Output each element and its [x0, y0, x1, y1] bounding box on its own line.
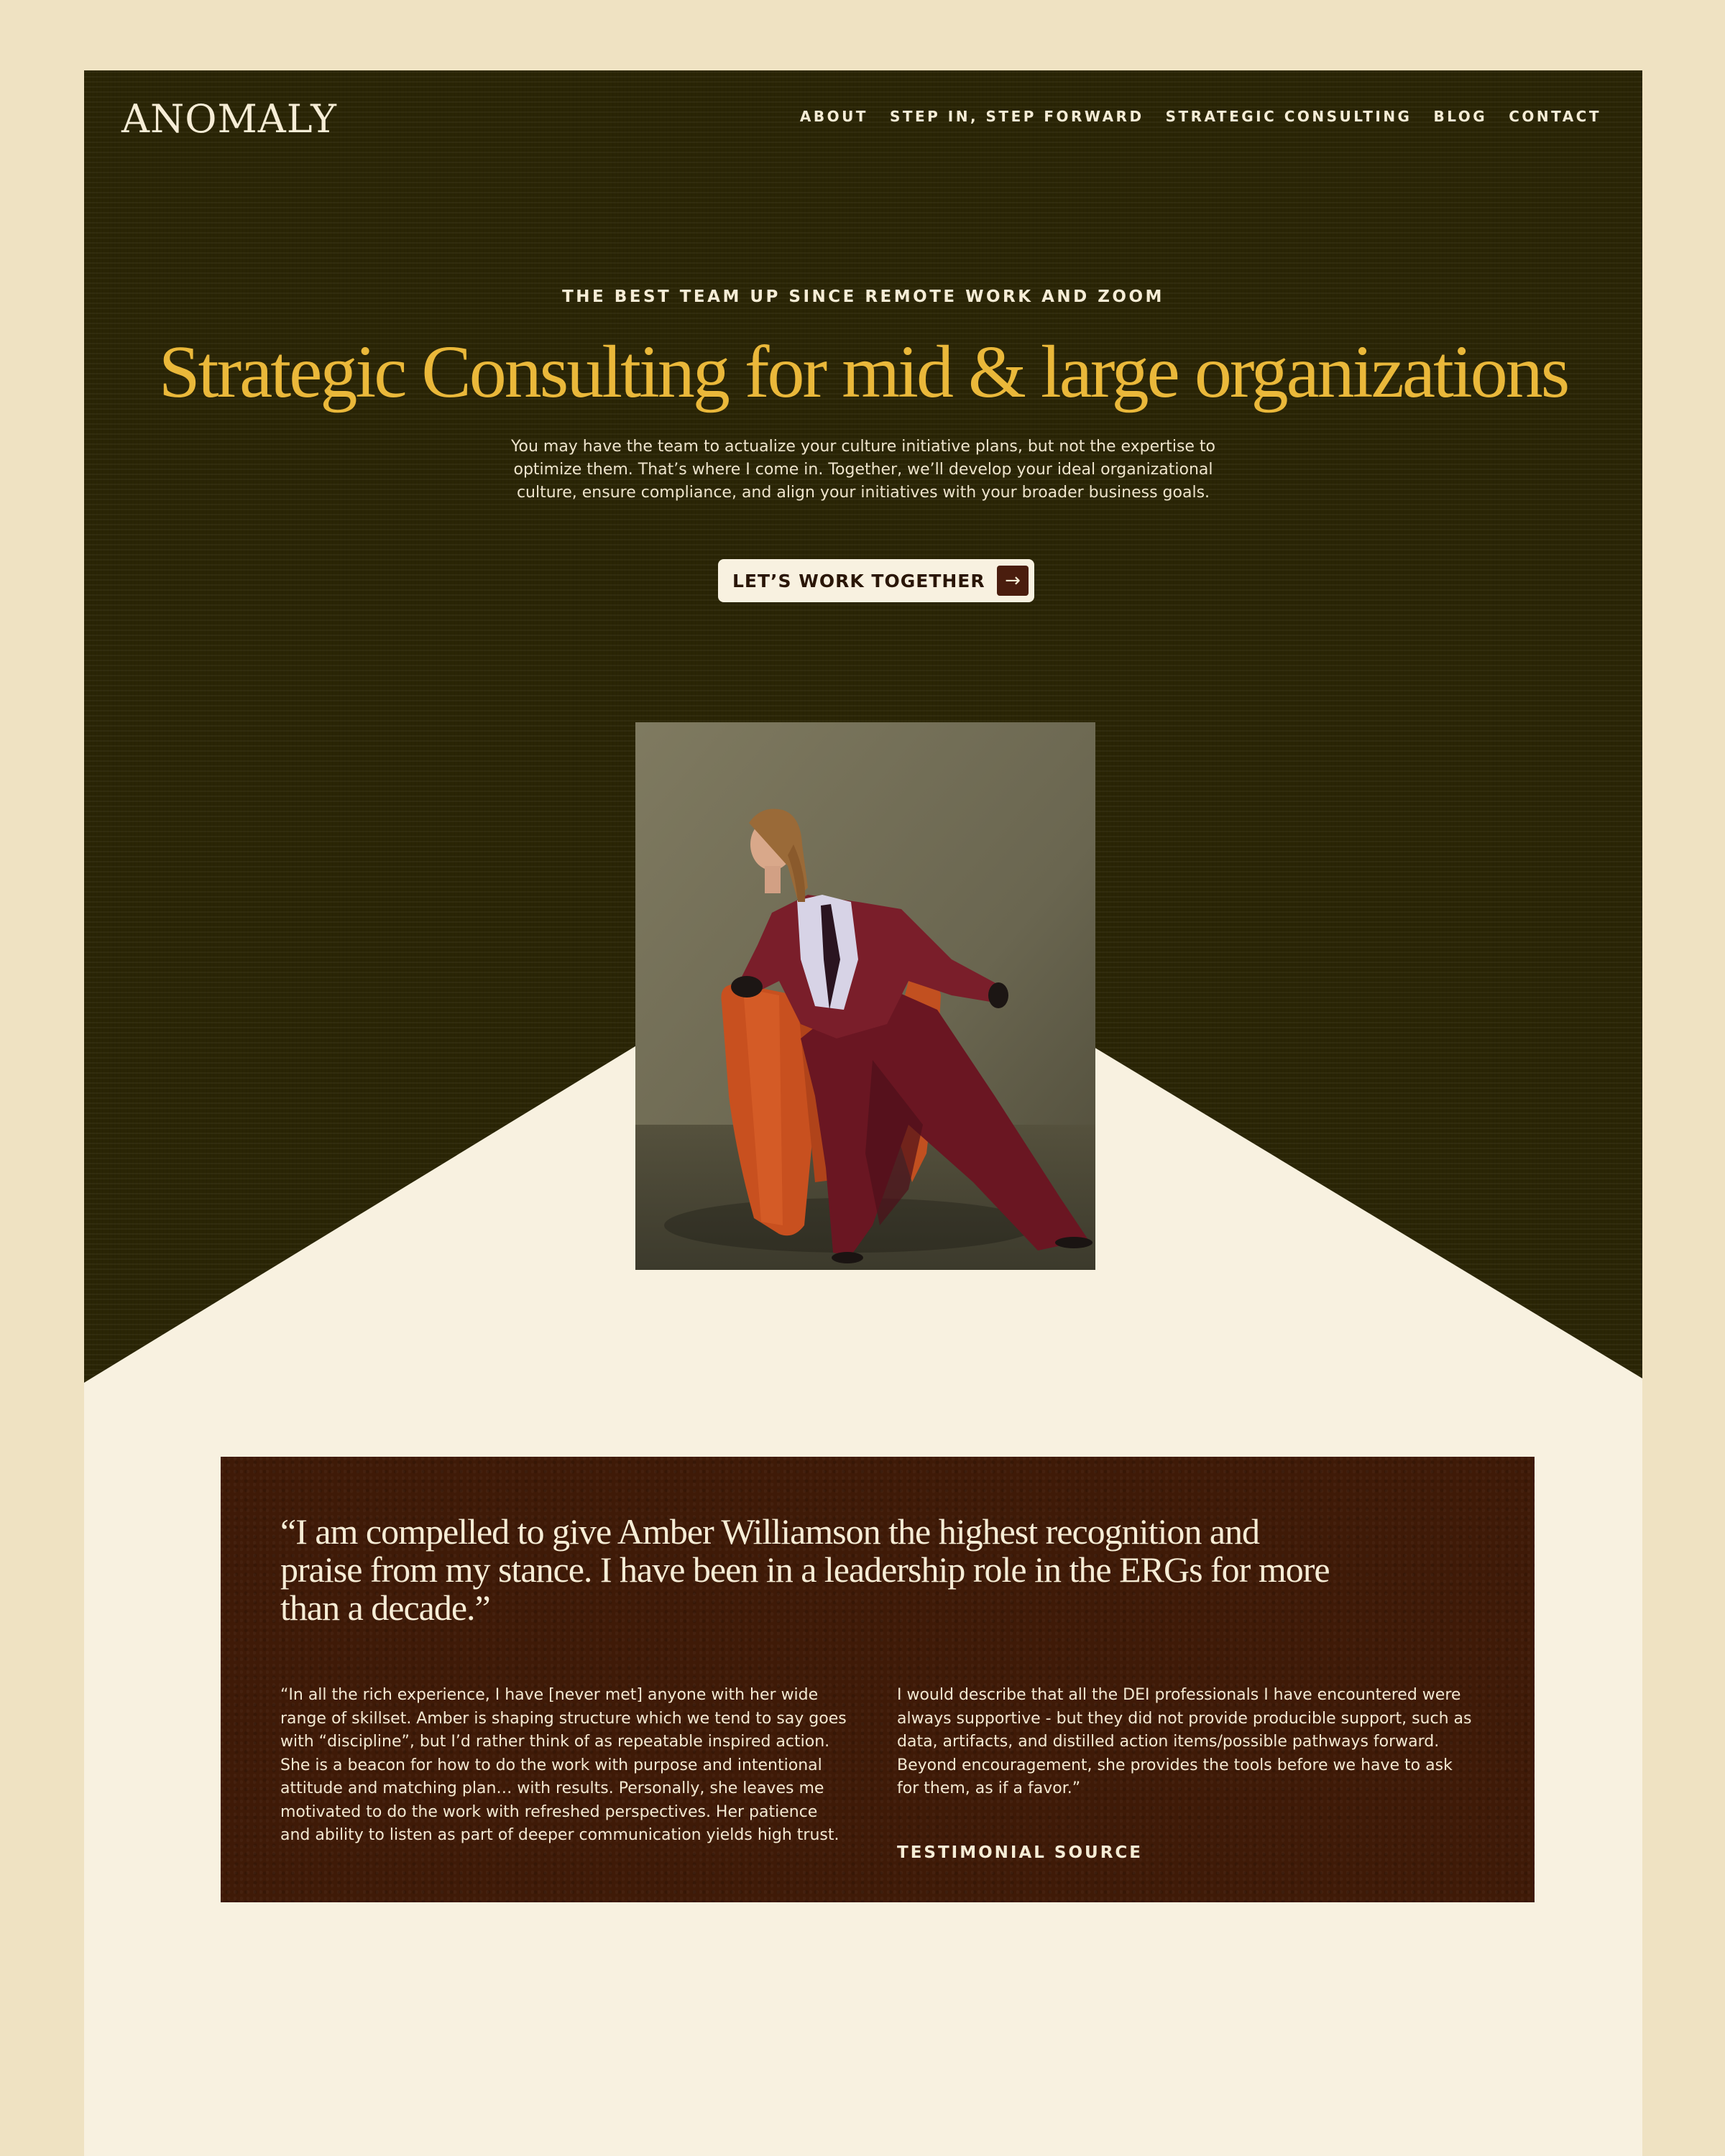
- nav-strategic-consulting[interactable]: STRATEGIC CONSULTING: [1165, 108, 1412, 125]
- logo[interactable]: ANOMALY: [121, 96, 337, 142]
- nav-about[interactable]: ABOUT: [799, 108, 868, 125]
- hero-eyebrow: THE BEST TEAM UP SINCE REMOTE WORK AND ZOOM: [562, 287, 1164, 306]
- testimonial-section: [221, 1457, 1535, 1902]
- cta-label: LET’S WORK TOGETHER: [732, 570, 985, 591]
- arrow-right-icon: →: [997, 566, 1029, 596]
- page-frame: [84, 70, 1642, 2156]
- nav-step-in-step-forward[interactable]: STEP IN, STEP FORWARD: [889, 108, 1144, 125]
- testimonial-right-quote: I would describe that all the DEI professionals I have encountered were always supportive - but they did not provide producible support, such as data, artifacts, and distilled action items/possible pathways forward. Beyond encouragement, she provides the tools before we have to ask for them, as if a favor.”: [897, 1686, 1472, 1797]
- hero-section: [84, 70, 1642, 1386]
- consultant-portrait-photo: [635, 722, 1095, 1270]
- nav-blog[interactable]: BLOG: [1433, 108, 1488, 125]
- testimonial-left-quote: “In all the rich experience, I have [never met] anyone with her wide range of skillset. Amber is shaping structure which we tend to say goes with “discipline”, but I’d rather think of as repeatable inspired action. She is a beacon for how to do the work with purpose and intentional attitude and matching plan… with results. Personally, she leaves me motivated to do the work with refreshed perspectives. Her patience and ability to listen as part of deeper communication yields high trust.: [280, 1686, 847, 1844]
- testimonial-source: TESTIMONIAL SOURCE: [897, 1843, 1144, 1862]
- main-nav: [800, 108, 1601, 125]
- testimonial-headline-quote: “I am compelled to give Amber Williamson the highest recognition and praise from my stance. I have been in a leadership role in the ERGs for more than a decade.”: [280, 1511, 1330, 1628]
- hero-intro: You may have the team to actualize your culture initiative plans, but not the expertise to optimize them. That’s where I come in. Together, we’ll develop your ideal organizational culture, ensure compliance, and align your initiatives with your broader business goals.: [510, 438, 1216, 502]
- nav-contact[interactable]: CONTACT: [1509, 108, 1601, 125]
- work-together-button[interactable]: [718, 559, 1034, 602]
- hero-headline: Strategic Consulting for mid & large organizations: [158, 331, 1568, 413]
